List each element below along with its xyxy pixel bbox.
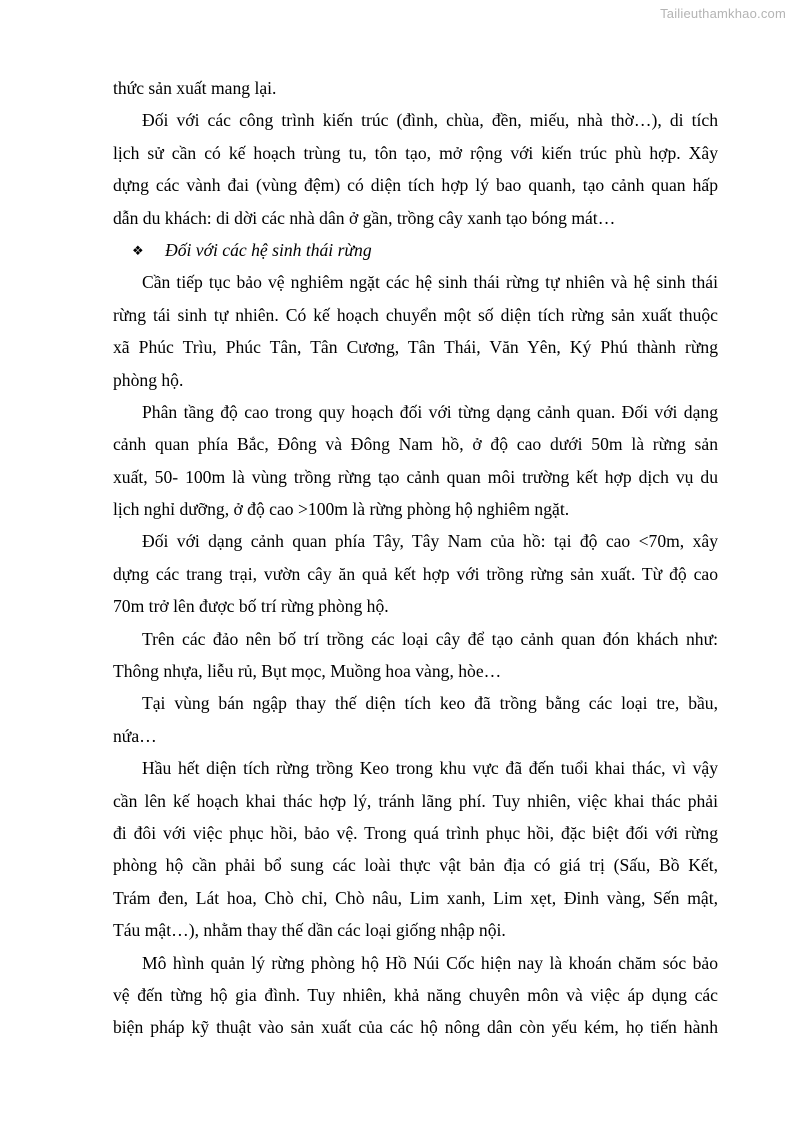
paragraph xyxy=(113,687,718,752)
text-line: phòng hộ cần phải bổ sung các loài thực vật bản địa có giá trị (Sấu, Bồ Kết, xyxy=(113,855,718,876)
text-line: dựng các trang trại, vườn cây ăn quả kết hợp với trồng rừng sản xuất. Từ độ cao xyxy=(113,563,718,584)
paragraph xyxy=(113,266,718,396)
text-line: Tại vùng bán ngập thay thế diện tích keo đã trồng bằng các loại tre, bầu, xyxy=(142,693,718,714)
text-line: vệ đến từng hộ gia đình. Tuy nhiên, khả năng chuyên môn và việc áp dụng các xyxy=(113,984,718,1005)
text-line: Táu mật…), nhằm thay thế dần các loại giống nhập nội. xyxy=(113,920,506,941)
text-line: rừng tái sinh tự nhiên. Có kế hoạch chuyển một số diện tích rừng sản xuất thuộc xyxy=(113,304,718,325)
text-line: Cần tiếp tục bảo vệ nghiêm ngặt các hệ sinh thái rừng tự nhiên và hệ sinh thái xyxy=(142,272,718,293)
text-line: Thông nhựa, liễu rủ, Bụt mọc, Muồng hoa vàng, hòe… xyxy=(113,661,502,682)
text-line: thức sản xuất mang lại. xyxy=(113,78,277,98)
text-line: phòng hộ. xyxy=(113,369,184,390)
text-line: xuất, 50- 100m là vùng trồng rừng tạo cảnh quan môi trường kết hợp dịch vụ du xyxy=(113,466,718,487)
text-line: biện pháp kỹ thuật vào sản xuất của các hộ nông dân còn yếu kém, họ tiến hành xyxy=(113,1017,718,1038)
document-page xyxy=(113,72,718,1044)
paragraph xyxy=(113,72,718,104)
text-line: Đối với các công trình kiến trúc (đình, chùa, đền, miếu, nhà thờ…), di tích xyxy=(142,110,718,131)
paragraph xyxy=(113,752,718,946)
text-line: cần lên kế hoạch khai thác hợp lý, tránh lãng phí. Tuy nhiên, việc khai thác phải xyxy=(113,790,718,811)
paragraph xyxy=(113,396,718,526)
text-line: Phân tầng độ cao trong quy hoạch đối với từng dạng cảnh quan. Đối với dạng xyxy=(142,401,718,422)
text-line: Trên các đảo nên bố trí trồng các loại cây để tạo cảnh quan đón khách như: xyxy=(142,628,718,649)
text-line: Mô hình quản lý rừng phòng hộ Hồ Núi Cốc hiện nay là khoán chăm sóc bảo xyxy=(142,952,718,973)
text-line: lịch sử cần có kế hoạch trùng tu, tôn tạo, mở rộng với kiến trúc phù hợp. Xây xyxy=(113,142,718,163)
text-line: lịch nghỉ dưỡng, ở độ cao >100m là rừng phòng hộ nghiêm ngặt. xyxy=(113,499,570,520)
section-heading xyxy=(113,234,718,266)
paragraph xyxy=(113,947,718,1044)
section-heading-text: Đối với các hệ sinh thái rừng xyxy=(165,239,372,260)
text-line: Hầu hết diện tích rừng trồng Keo trong khu vực đã đến tuổi khai thác, vì vậy xyxy=(142,758,718,779)
text-line: đi đôi với việc phục hồi, bảo vệ. Trong quá trình phục hồi, đặc biệt đối với rừng xyxy=(113,822,718,843)
text-line: dẫn du khách: di dời các nhà dân ở gần, trồng cây xanh tạo bóng mát… xyxy=(113,207,616,228)
text-line: Đối với dạng cảnh quan phía Tây, Tây Nam của hồ: tại độ cao <70m, xây xyxy=(142,531,718,552)
text-line: xã Phúc Trìu, Phúc Tân, Tân Cương, Tân Thái, Văn Yên, Ký Phú thành rừng xyxy=(113,337,718,358)
paragraph xyxy=(113,623,718,688)
text-line: dựng các vành đai (vùng đệm) có diện tích hợp lý bao quanh, tạo cảnh quan hấp xyxy=(113,175,718,196)
text-line: nứa… xyxy=(113,725,157,746)
watermark: Tailieuthamkhao.com xyxy=(660,6,786,21)
section-body xyxy=(113,266,718,1043)
diamond-bullet-icon: ❖ xyxy=(132,243,144,259)
text-line: Trám đen, Lát hoa, Chò chỉ, Chò nâu, Lim xanh, Lim xẹt, Đinh vàng, Sến mật, xyxy=(113,887,718,908)
paragraph xyxy=(113,104,718,234)
paragraph xyxy=(113,525,718,622)
text-line: 70m trở lên được bố trí rừng phòng hộ. xyxy=(113,596,389,617)
text-line: cảnh quan phía Bắc, Đông và Đông Nam hồ, ở độ cao dưới 50m là rừng sản xyxy=(113,434,718,455)
